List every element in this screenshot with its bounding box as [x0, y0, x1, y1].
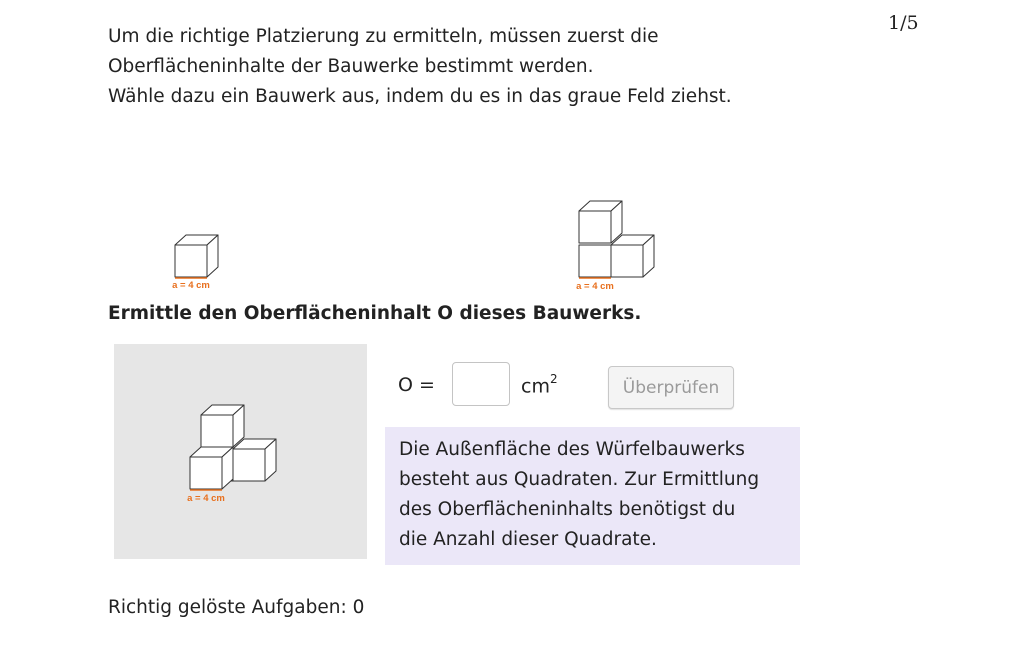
l-shape-drawing: [572, 197, 664, 293]
surface-area-input[interactable]: [452, 362, 510, 406]
scale-label: a = 4 cm: [576, 281, 614, 292]
page-counter: 1/5: [888, 12, 919, 34]
instructions-line-1: Um die richtige Platzierung zu ermitteln, müssen zuerst die: [108, 26, 659, 47]
hint-box: [385, 427, 800, 565]
unit-exponent: 2: [549, 372, 558, 386]
check-button[interactable]: Überprüfen: [608, 366, 734, 409]
instructions-line-3: Wähle dazu ein Bauwerk aus, indem du es in das graue Feld ziehst.: [108, 86, 732, 107]
hint-line-4: die Anzahl dieser Quadrate.: [399, 529, 657, 550]
instructions-text: [108, 22, 828, 112]
hint-line-1: Die Außenfläche des Würfelbauwerks: [399, 439, 745, 460]
hint-line-2: besteht aus Quadraten. Zur Ermittlung: [399, 469, 760, 490]
single-cube-drawing: [168, 230, 228, 292]
cube-front-face: [175, 245, 207, 277]
selected-building-drawing: [186, 402, 286, 510]
scale-label: a = 4 cm: [187, 493, 225, 504]
surface-area-label: O =: [398, 374, 435, 396]
building-l-shape[interactable]: [572, 197, 664, 293]
drop-zone[interactable]: [114, 344, 367, 559]
hint-line-3: des Oberflächeninhalts benötigst du: [399, 499, 736, 520]
unit-base: cm: [521, 375, 550, 398]
scale-label: a = 4 cm: [172, 280, 210, 291]
selected-building[interactable]: [186, 402, 286, 510]
task-heading: Ermittle den Oberflächeninhalt O dieses Bauwerks.: [108, 303, 642, 324]
unit-label: [521, 374, 558, 397]
solved-counter: Richtig gelöste Aufgaben: 0: [108, 597, 365, 618]
building-single-cube[interactable]: [168, 230, 228, 292]
instructions-line-2: Oberflächeninhalte der Bauwerke bestimmt werden.: [108, 56, 594, 77]
